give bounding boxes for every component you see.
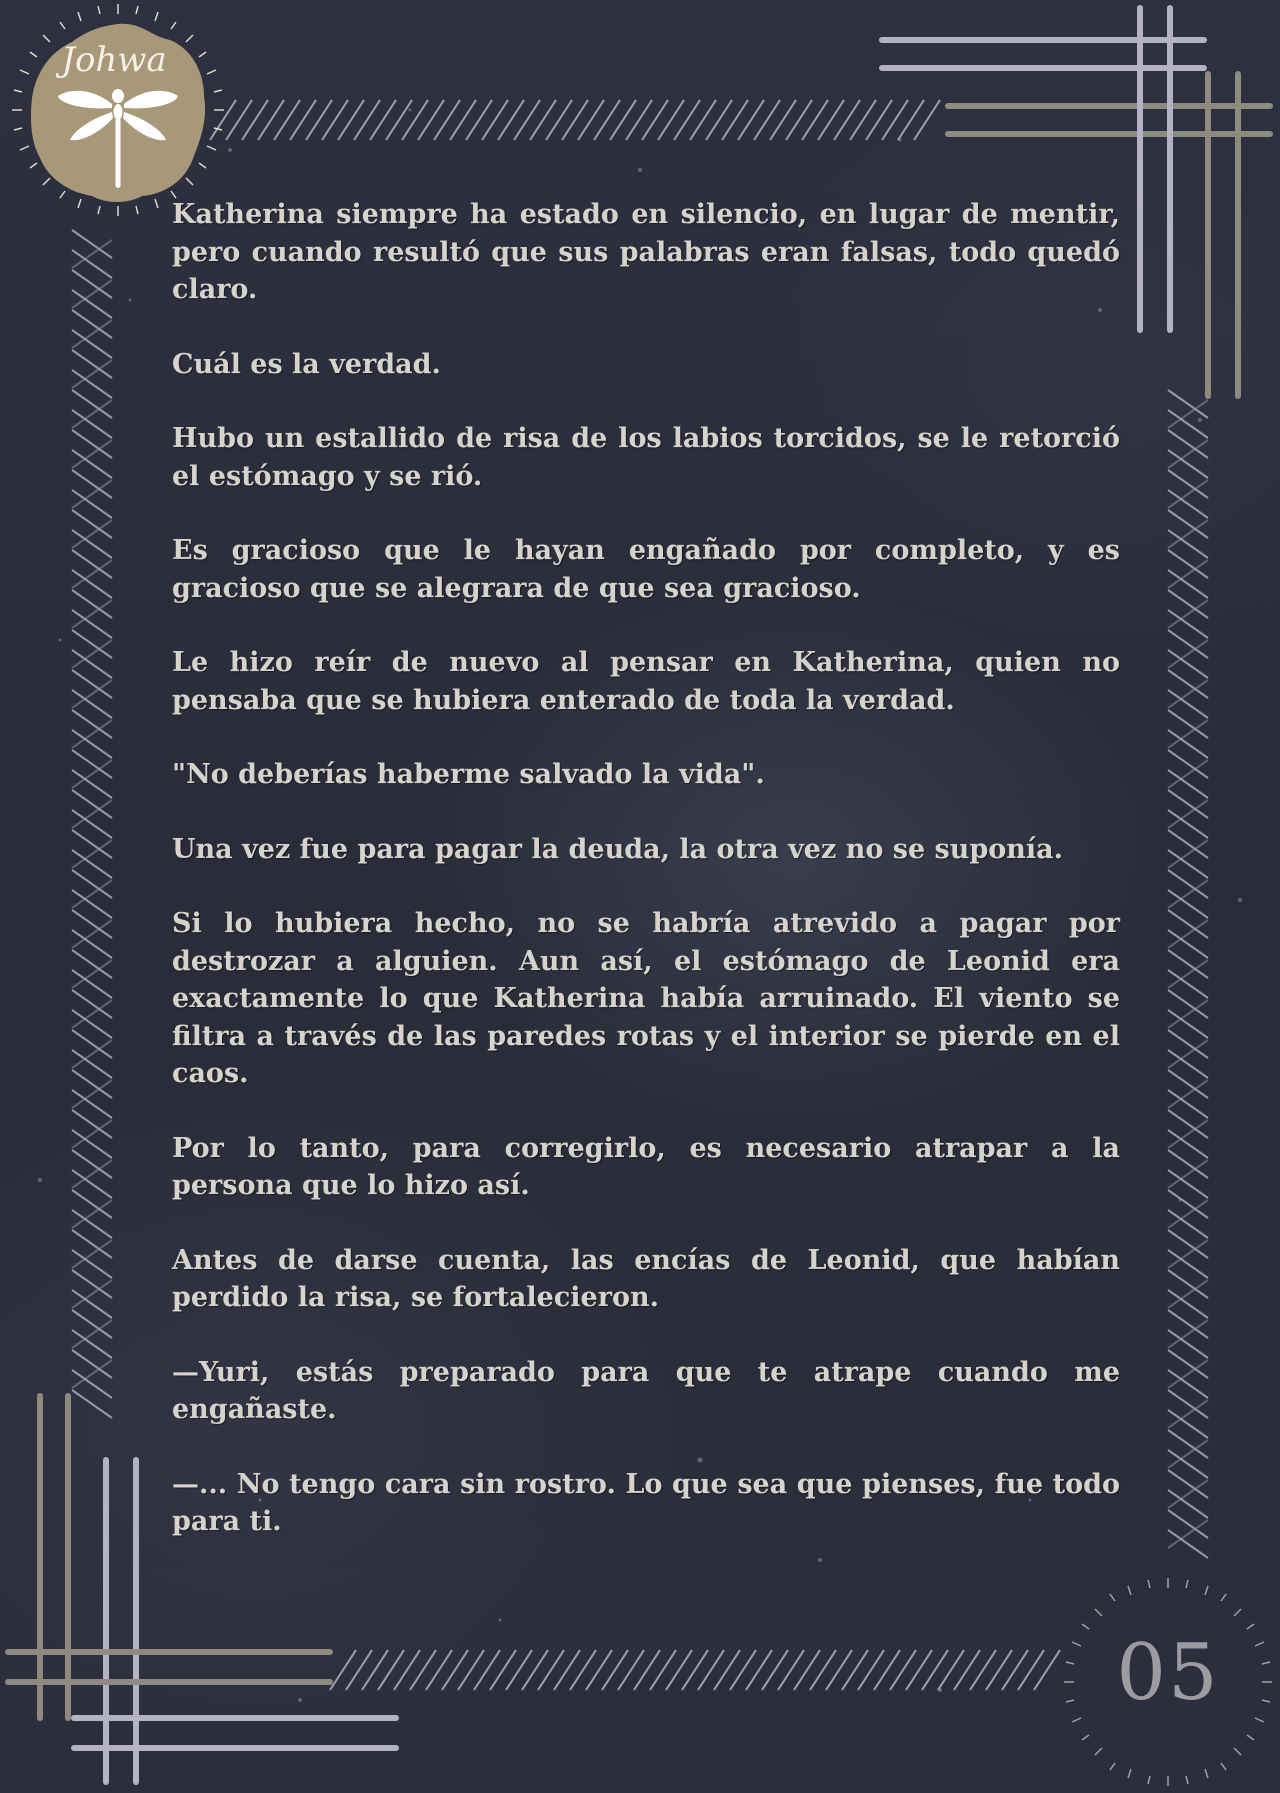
story-text: [172, 196, 1120, 1578]
paragraph-12: —... No tengo cara sin rostro. Lo que sea que pienses, fue todo para ti.: [172, 1468, 1120, 1537]
top-hatch-border: [210, 100, 940, 140]
paragraph-2: Cuál es la verdad.: [172, 348, 441, 380]
paragraph-5: Le hizo reír de nuevo al pensar en Katherina, quien no pensaba que se hubiera enterado de toda la verdad.: [172, 647, 1120, 716]
right-hatch-border: [1168, 390, 1208, 1558]
paragraph-10: Antes de darse cuenta, las encías de Leonid, que habían perdido la risa, se fortalecieron.: [172, 1244, 1120, 1313]
bottom-hatch-border: [330, 1650, 1060, 1690]
paragraph-7: Una vez fue para pagar la deuda, la otra vez no se suponía.: [172, 833, 1064, 865]
paragraph-4: Es gracioso que le hayan engañado por completo, y es gracioso que se alegrara de que sea gracioso.: [172, 535, 1120, 604]
paragraph-3: Hubo un estallido de risa de los labios torcidos, se le retorció el estómago y se rió.: [172, 423, 1120, 492]
paragraph-1: Katherina siempre ha estado en silencio, en lugar de mentir, pero cuando resultó que sus palabras eran falsas, todo quedó claro.: [172, 199, 1120, 305]
left-hatch-border: [72, 230, 112, 1418]
page-number: 05: [1116, 1628, 1220, 1718]
paragraph-8: Si lo hubiera hecho, no se habría atrevido a pagar por destrozar a alguien. Aun así, el estómago de Leonid era exactamente lo que Katherina había arruinado. El viento se filtra a través de las paredes rotas y el interior se pierde en el caos.: [172, 908, 1120, 1089]
paragraph-9: Por lo tanto, para corregirlo, es necesario atrapar a la persona que lo hizo así.: [172, 1132, 1120, 1201]
logo-text: Johwa: [61, 40, 167, 80]
paragraph-6: "No deberías haberme salvado la vida".: [172, 759, 765, 790]
logo-badge: [12, 4, 224, 216]
paragraph-11: —Yuri, estás preparado para que te atrape cuando me engañaste.: [172, 1356, 1120, 1425]
